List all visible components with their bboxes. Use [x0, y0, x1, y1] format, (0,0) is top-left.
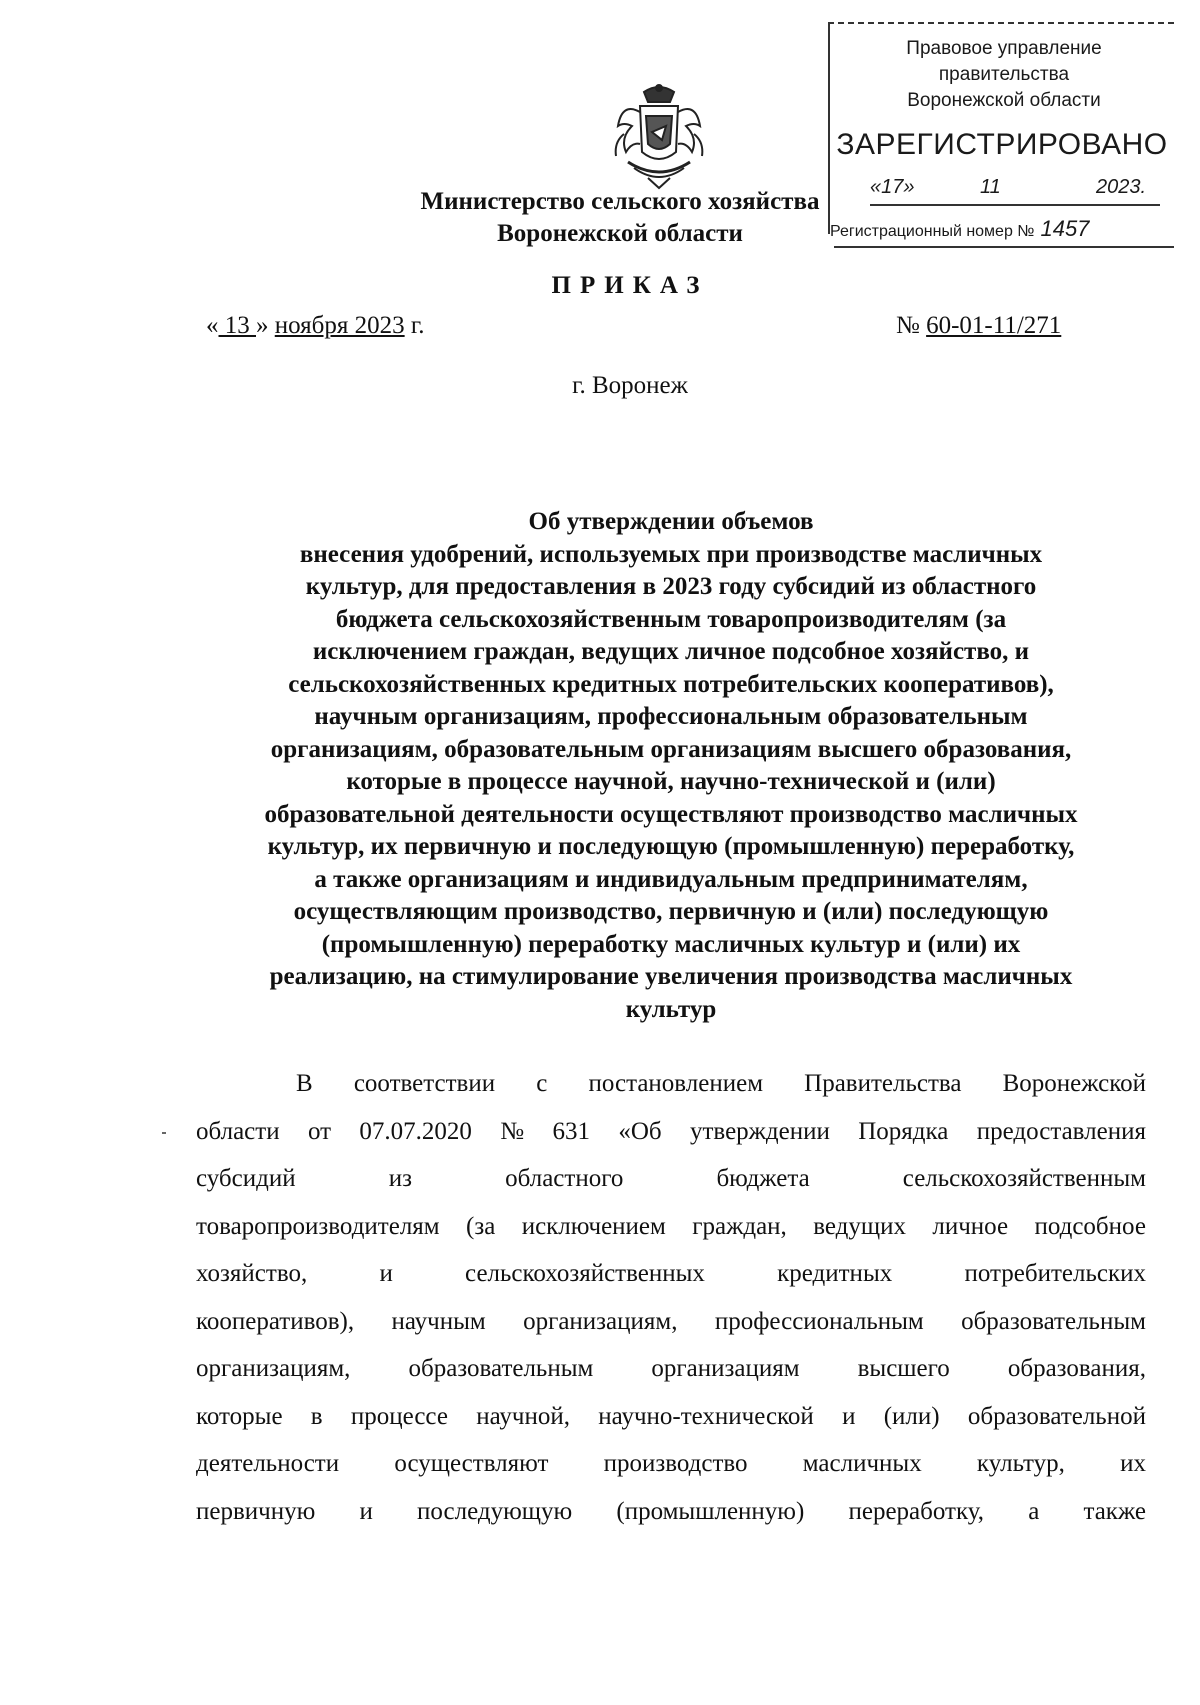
body-word: которые	[196, 1402, 283, 1430]
subject-line: внесения удобрений, используемых при производстве масличных	[299, 540, 1043, 568]
body-word: образовательной	[967, 1402, 1146, 1430]
margin-mark	[162, 1132, 166, 1134]
body-word: последующую	[417, 1497, 573, 1525]
order-date-month-year: ноября 2023	[274, 312, 405, 339]
body-word: научной,	[476, 1402, 570, 1430]
body-word: организациям,	[523, 1307, 678, 1335]
body-word: процессе	[350, 1402, 448, 1430]
body-word: области	[196, 1117, 280, 1145]
body-word: «Об	[618, 1117, 662, 1145]
body-word: с	[536, 1070, 548, 1097]
body-word: (или)	[883, 1402, 940, 1430]
body-word: и	[359, 1497, 373, 1525]
ministry-line-2: Воронежской области	[497, 220, 743, 247]
body-word: бюджета	[716, 1165, 810, 1192]
stamp-org-line-2: Воронежской области	[907, 90, 1101, 111]
body-line	[196, 1250, 1146, 1298]
body-word: ведущих	[813, 1212, 906, 1240]
order-number-prefix: №	[896, 312, 927, 339]
body-line	[196, 1203, 1146, 1251]
body-word: исключением	[521, 1212, 666, 1240]
body-word: производство	[603, 1450, 748, 1477]
body-word: кредитных	[777, 1260, 893, 1287]
body-word: образования,	[1007, 1355, 1146, 1382]
coat-of-arms-emblem	[604, 82, 714, 192]
body-word: а	[1028, 1497, 1040, 1525]
body-word: соответствии	[353, 1070, 496, 1097]
body-word: переработку,	[848, 1497, 985, 1525]
body-line	[196, 1298, 1146, 1346]
body-word: потребительских	[964, 1260, 1146, 1287]
subject-line: а также организациям и индивидуальным предпринимателям,	[314, 865, 1028, 893]
stamp-reg-number-value: 1457	[1040, 216, 1090, 241]
body-line	[196, 1345, 1146, 1393]
subject-line: реализацию, на стимулирование увеличения производства масличных	[269, 963, 1073, 990]
body-word: масличных	[802, 1450, 922, 1477]
order-date-open-quote: «	[206, 312, 219, 339]
order-number	[896, 312, 1061, 340]
body-word: личное	[932, 1212, 1009, 1240]
order-date-suffix: г.	[404, 312, 425, 339]
body-word: постановлением	[588, 1070, 764, 1097]
body-word: граждан,	[692, 1212, 787, 1240]
body-word: товаропроизводителям	[196, 1212, 440, 1240]
subject-line: Об утверждении объемов	[528, 508, 814, 535]
body-word: образовательным	[408, 1355, 594, 1382]
body-word: кооперативов),	[196, 1307, 355, 1335]
body-word: утверждении	[689, 1117, 830, 1145]
body-word: субсидий	[196, 1165, 296, 1192]
order-date-close-quote: »	[256, 312, 269, 339]
body-word: и	[842, 1402, 856, 1430]
document-subject	[196, 506, 1146, 1026]
body-word: культур,	[976, 1450, 1065, 1477]
ministry-name	[340, 186, 900, 250]
subject-line: культур, их первичную и последующую (промышленную) переработку,	[267, 833, 1075, 860]
order-number-value: 60-01-11/271	[926, 312, 1062, 339]
body-word: от	[307, 1117, 332, 1145]
body-word: в	[310, 1402, 323, 1430]
body-word: подсобное	[1034, 1212, 1146, 1240]
body-word: осуществляют	[394, 1450, 549, 1477]
body-line	[196, 1488, 1146, 1536]
subject-line: образовательной деятельности осуществляют производство масличных	[264, 800, 1078, 828]
body-line	[196, 1440, 1146, 1488]
ministry-line-1: Министерство сельского хозяйства	[420, 188, 820, 215]
body-word: организациям,	[196, 1355, 351, 1382]
body-word: Воронежской	[1002, 1070, 1146, 1097]
subject-line: сельскохозяйственных кредитных потребительских кооперативов),	[288, 670, 1054, 698]
body-word: (за	[466, 1212, 496, 1240]
body-word: 631	[552, 1117, 590, 1145]
body-word: первичную	[196, 1497, 316, 1525]
body-word: 07.07.2020	[359, 1117, 472, 1145]
body-word: научно-технической	[598, 1402, 814, 1430]
body-word: хозяйство,	[196, 1260, 308, 1287]
body-word: сельскохозяйственным	[902, 1165, 1146, 1192]
subject-line: бюджета сельскохозяйственным товаропроизводителям (за	[335, 605, 1007, 633]
body-word: областного	[505, 1165, 624, 1192]
subject-line: организациям, образовательным организациям высшего образования,	[270, 735, 1072, 763]
city: г. Воронеж	[572, 372, 688, 399]
document-body	[196, 1060, 1146, 1535]
body-line	[196, 1060, 1146, 1108]
stamp-date	[870, 176, 1160, 206]
body-word: деятельности	[196, 1450, 340, 1477]
body-word: также	[1083, 1497, 1146, 1525]
subject-line: культур, для предоставления в 2023 году субсидий из областного	[305, 573, 1037, 600]
body-line	[196, 1155, 1146, 1203]
body-word: профессиональным	[714, 1307, 924, 1335]
document-type: ПРИКАЗ	[551, 272, 709, 299]
order-date	[206, 312, 425, 340]
body-word: сельскохозяйственных	[465, 1260, 705, 1287]
body-word: и	[379, 1260, 393, 1287]
body-word: организациям	[651, 1355, 800, 1382]
order-date-day: 13	[218, 312, 256, 339]
body-word: (промышленную)	[616, 1497, 805, 1525]
stamp-date-month: 11	[980, 176, 1001, 198]
subject-line: культур	[625, 995, 717, 1023]
subject-line: (промышленную) переработку масличных культур и (или) их	[321, 930, 1021, 958]
stamp-registered-label: ЗАРЕГИСТРИРОВАНО	[836, 128, 1168, 161]
body-word: их	[1120, 1450, 1146, 1477]
stamp-org-line-1: Правовое управление правительства	[906, 38, 1102, 85]
body-word: научным	[391, 1307, 486, 1335]
body-word: предоставления	[976, 1117, 1146, 1145]
stamp-reg-number-label: Регистрационный номер №	[830, 223, 1035, 240]
body-word: образовательным	[961, 1307, 1146, 1335]
stamp-date-day: «17»	[870, 176, 915, 198]
body-line	[196, 1108, 1146, 1156]
body-word: высшего	[857, 1355, 950, 1382]
subject-line: исключением граждан, ведущих личное подсобное хозяйство, и	[312, 638, 1030, 665]
subject-line: научным организациям, профессиональным образовательным	[314, 703, 1028, 730]
body-word: Правительства	[804, 1070, 962, 1097]
stamp-date-year: 2023.	[1096, 176, 1147, 198]
stamp-organization	[844, 36, 1164, 114]
body-word: В	[296, 1070, 313, 1097]
body-word: №	[500, 1117, 525, 1145]
body-word: из	[388, 1165, 412, 1192]
body-line	[196, 1393, 1146, 1441]
body-word: Порядка	[858, 1117, 949, 1145]
subject-line: которые в процессе научной, научно-технической и (или)	[346, 768, 996, 795]
stamp-date-underline	[870, 204, 1160, 206]
subject-line: осуществляющим производство, первичную и (или) последующую	[293, 898, 1049, 925]
